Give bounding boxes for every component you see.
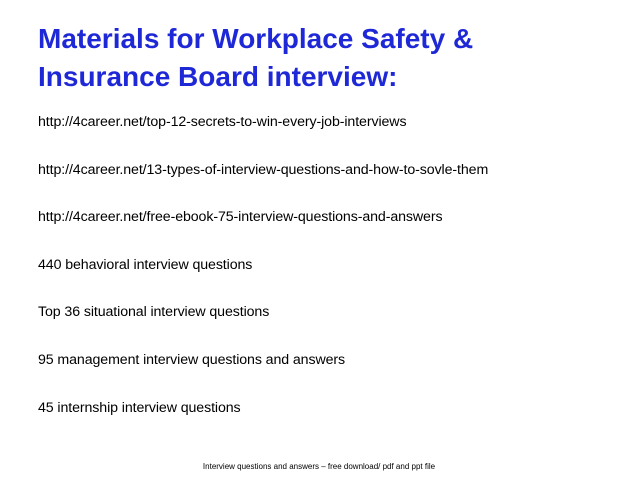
list-item-behavioral-questions: 440 behavioral interview questions: [38, 256, 253, 273]
link-free-ebook[interactable]: http://4career.net/free-ebook-75-interview-questions-and-answers: [38, 209, 443, 226]
title-line-1: Materials for Workplace Safety &: [38, 23, 474, 54]
list-item-situational-questions: Top 36 situational interview questions: [38, 304, 270, 321]
title-line-2: Insurance Board interview:: [38, 61, 398, 92]
link-top-12-secrets[interactable]: http://4career.net/top-12-secrets-to-win-every-job-interviews: [38, 114, 407, 130]
slide-title: [38, 20, 628, 96]
list-item-management-questions: 95 management interview questions and answers: [38, 351, 346, 368]
list-item-internship-questions: 45 internship interview questions: [38, 399, 241, 416]
link-13-types-of-questions[interactable]: http://4career.net/13-types-of-interview-questions-and-how-to-sovle-them: [38, 161, 489, 178]
slide-footer: Interview questions and answers – free download/ pdf and ppt file: [202, 462, 436, 471]
materials-list: [38, 112, 633, 445]
